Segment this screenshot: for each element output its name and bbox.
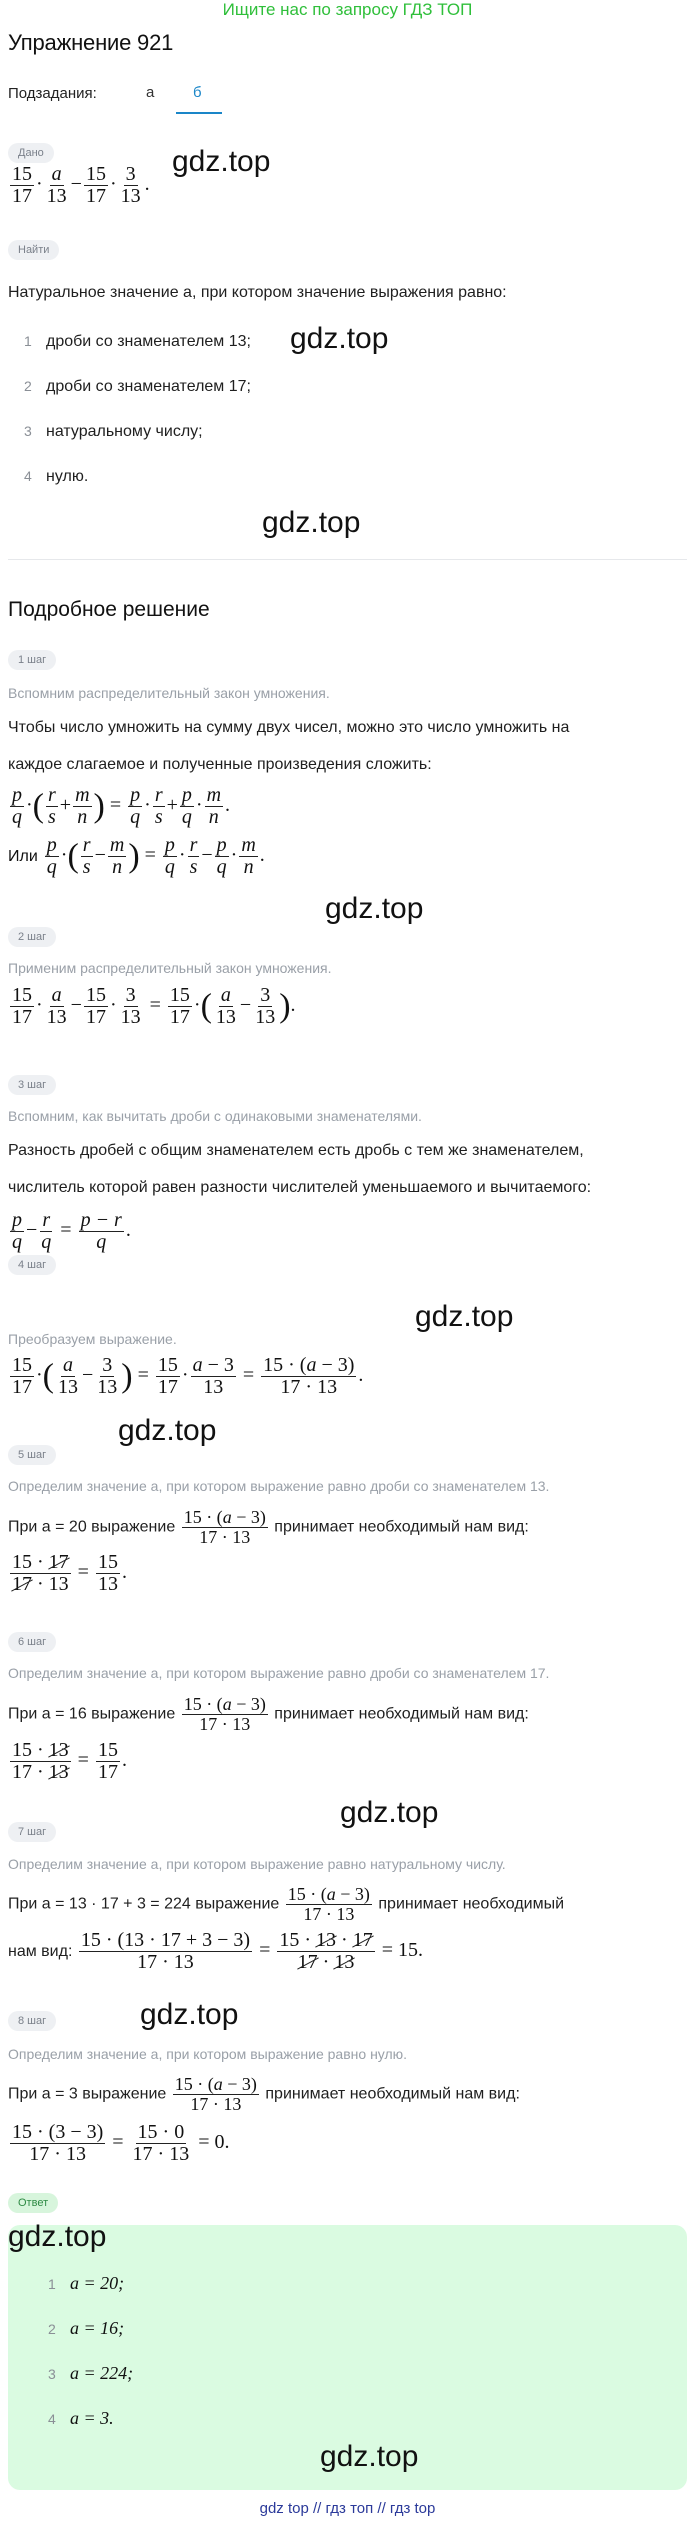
watermark: gdz.top [172, 145, 271, 178]
step-5-badge: 5 шаг [8, 1445, 56, 1465]
step-5-note: Определим значение a, при котором выражение равно дроби со знаменателем 13. [8, 1478, 550, 1494]
watermark: gdz.top [290, 322, 389, 355]
subtasks-label: Подзадания: [8, 85, 97, 102]
find-text: Натуральное значение a, при котором значение выражения равно: [8, 284, 507, 301]
step-1-text: каждое слагаемое и полученные произведения сложить: [8, 756, 432, 773]
search-banner: Ищите нас по запросу ГДЗ ТОП [222, 0, 473, 19]
find-badge: Найти [8, 240, 59, 260]
watermark: gdz.top [140, 1998, 239, 2031]
watermark: gdz.top [415, 1300, 514, 1333]
step-8-note: Определим значение a, при котором выражение равно нулю. [8, 2046, 408, 2062]
watermark: gdz.top [340, 1796, 439, 1829]
watermark: gdz.top [320, 2440, 419, 2473]
step-1-text: Чтобы число умножить на сумму двух чисел, можно это число умножить на [8, 719, 570, 736]
step-7-result: нам вид: $\frac{15 \cdot (13 \cdot 17 + 3 - 3)}{17 \cdot 13}$ = $\frac{15 \cdot 13 \cdot 17}{17 \cdot 13}$ = 15. [8, 1929, 423, 1973]
step-8-badge: 8 шаг [8, 2011, 56, 2031]
tab-b[interactable]: б [193, 84, 202, 101]
solution-title: Подробное решение [8, 598, 210, 621]
step-6-note: Определим значение a, при котором выражение равно дроби со знаменателем 17. [8, 1665, 550, 1681]
answer-item: 2 a = 16; [48, 2318, 125, 2338]
step-3-text: числитель которой равен разности числителей уменьшаемого и вычитаемого: [8, 1179, 592, 1196]
watermark: gdz.top [8, 2220, 107, 2253]
list-item: 3 натуральному числу; [24, 423, 203, 440]
step-4-badge: 4 шаг [8, 1255, 56, 1275]
distributive-law-sum: $\frac{p}{q}$ ·( $\frac{r}{s}$ + $\frac{m}{n}$ ) = $\frac{p}{q}$ · $\frac{r}{s}$ + $\frac{p}{q}$ · $\frac{m}{n}$ . [12, 784, 231, 828]
step-3-text: Разность дробей с общим знаменателем есть дробь с тем же знаменателем, [8, 1142, 584, 1159]
active-tab-indicator [176, 112, 222, 114]
page-title: Упражнение 921 [8, 30, 174, 55]
divider [8, 559, 687, 560]
footer-links[interactable]: gdz top // гдз топ // гдз top [259, 2500, 436, 2517]
given-expression: $\frac{15}{17}$ · $\frac{a}{13}$ − $\frac{15}{17}$ · $\frac{3}{13}$ . [12, 163, 150, 207]
step-6-badge: 6 шаг [8, 1632, 56, 1652]
step-3-note: Вспомним, как вычитать дроби с одинаковыми знаменателями. [8, 1108, 422, 1124]
step-3-badge: 3 шаг [8, 1075, 56, 1095]
step-7-badge: 7 шаг [8, 1822, 56, 1842]
step-2-badge: 2 шаг [8, 927, 56, 947]
fraction-subtraction-rule: $\frac{p}{q}$ − $\frac{r}{q}$ = $\frac{p - r}{q}$ . [12, 1209, 131, 1253]
list-item: 1 дроби со знаменателем 13; [24, 333, 251, 350]
step-5-text: При a = 20 выражение $\frac{15 \cdot (a - 3)}{17 \cdot 13}$ принимает необходимый нам вид: [8, 1507, 529, 1547]
tab-a[interactable]: а [146, 84, 155, 101]
answer-item: 3 a = 224; [48, 2363, 134, 2383]
step-1-badge: 1 шаг [8, 650, 56, 670]
list-item: 4 нулю. [24, 468, 89, 485]
list-item: 2 дроби со знаменателем 17; [24, 378, 251, 395]
distributive-law-diff: Или $\frac{p}{q}$ ·( $\frac{r}{s}$ − $\frac{m}{n}$ ) = $\frac{p}{q}$ · $\frac{r}{s}$ − $\frac{p}{q}$ · $\frac{m}{n}$ . [8, 834, 265, 878]
watermark: gdz.top [118, 1414, 217, 1447]
step-1-note: Вспомним распределительный закон умножения. [8, 685, 330, 701]
answer-item: 1 a = 20; [48, 2273, 125, 2293]
step-6-text: При a = 16 выражение $\frac{15 \cdot (a - 3)}{17 \cdot 13}$ принимает необходимый нам вид: [8, 1694, 529, 1734]
step-4-note: Преобразуем выражение. [8, 1331, 177, 1347]
step-4-expression: $\frac{15}{17}$ ·( $\frac{a}{13}$ − $\frac{3}{13}$ ) = $\frac{15}{17}$ · $\frac{a - 3}{13}$ = $\frac{15 \cdot (a - 3)}{17 \cdot 13}$ . [12, 1354, 364, 1398]
step-2-expression: $\frac{15}{17}$ · $\frac{a}{13}$ − $\frac{15}{17}$ · $\frac{3}{13}$ = $\frac{15}{17}$ ·( $\frac{a}{13}$ − $\frac{3}{13}$ ). [12, 984, 296, 1028]
step-8-text: При a = 3 выражение $\frac{15 \cdot (a - 3)}{17 \cdot 13}$ принимает необходимый нам вид: [8, 2074, 520, 2114]
step-2-note: Применим распределительный закон умножения. [8, 960, 332, 976]
watermark: gdz.top [325, 892, 424, 925]
given-badge: Дано [8, 143, 54, 163]
step-5-result: $\frac{15 \cdot 17}{17 \cdot 13}$ = $\frac{15}{13}$ . [12, 1551, 127, 1595]
step-8-result: $\frac{15 \cdot (3 - 3)}{17 \cdot 13}$ = $\frac{15 \cdot 0}{17 \cdot 13}$ = 0. [12, 2121, 230, 2165]
answer-item: 4 a = 3. [48, 2408, 114, 2428]
step-6-result: $\frac{15 \cdot 13}{17 \cdot 13}$ = $\frac{15}{17}$ . [12, 1739, 127, 1783]
watermark: gdz.top [262, 506, 361, 539]
answer-badge: Ответ [8, 2193, 58, 2213]
step-7-note: Определим значение a, при котором выражение равно натуральному числу. [8, 1856, 506, 1872]
step-7-text: При a = 13 · 17 + 3 = 224 выражение $\frac{15 \cdot (a - 3)}{17 \cdot 13}$ принимает необходимый [8, 1884, 565, 1924]
